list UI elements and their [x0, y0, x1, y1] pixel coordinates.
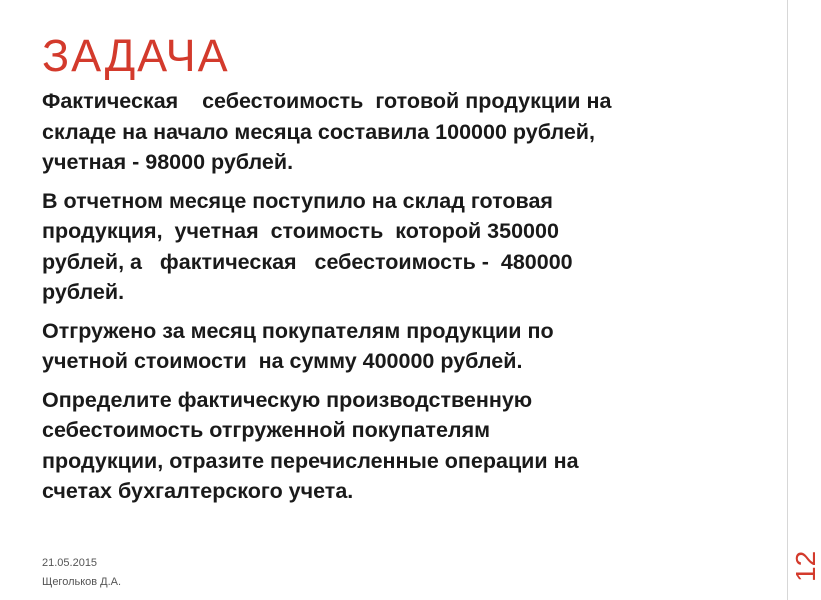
paragraph-1: Фактическая себестоимость готовой продукции на складе на начало месяца составила 100000 рублей, учетная - 98000 рублей. — [42, 89, 612, 174]
slide-body — [42, 86, 762, 515]
right-edge-divider — [787, 0, 800, 600]
page-number-container — [752, 530, 821, 590]
paragraph-4: Определите фактическую производственную себестоимость отгруженной покупателям продукции, отразите перечисленные операции на счетах бухгалтерского учета. — [42, 387, 579, 503]
page-number: 12 — [790, 550, 821, 582]
paragraph-3: Отгружено за месяц покупателям продукции по учетной стоимости на сумму 400000 рублей. — [42, 318, 554, 373]
paragraph-2: В отчетном месяце поступило на склад готовая продукция, учетная стоимость которой 350000 рублей, а фактическая себестоимость - 480000 рублей. — [42, 188, 573, 304]
footer-author: Щегольков Д.А. — [42, 576, 122, 588]
slide-title: ЗАДАЧА — [42, 30, 230, 81]
footer-date: 21.05.2015 — [42, 557, 98, 569]
